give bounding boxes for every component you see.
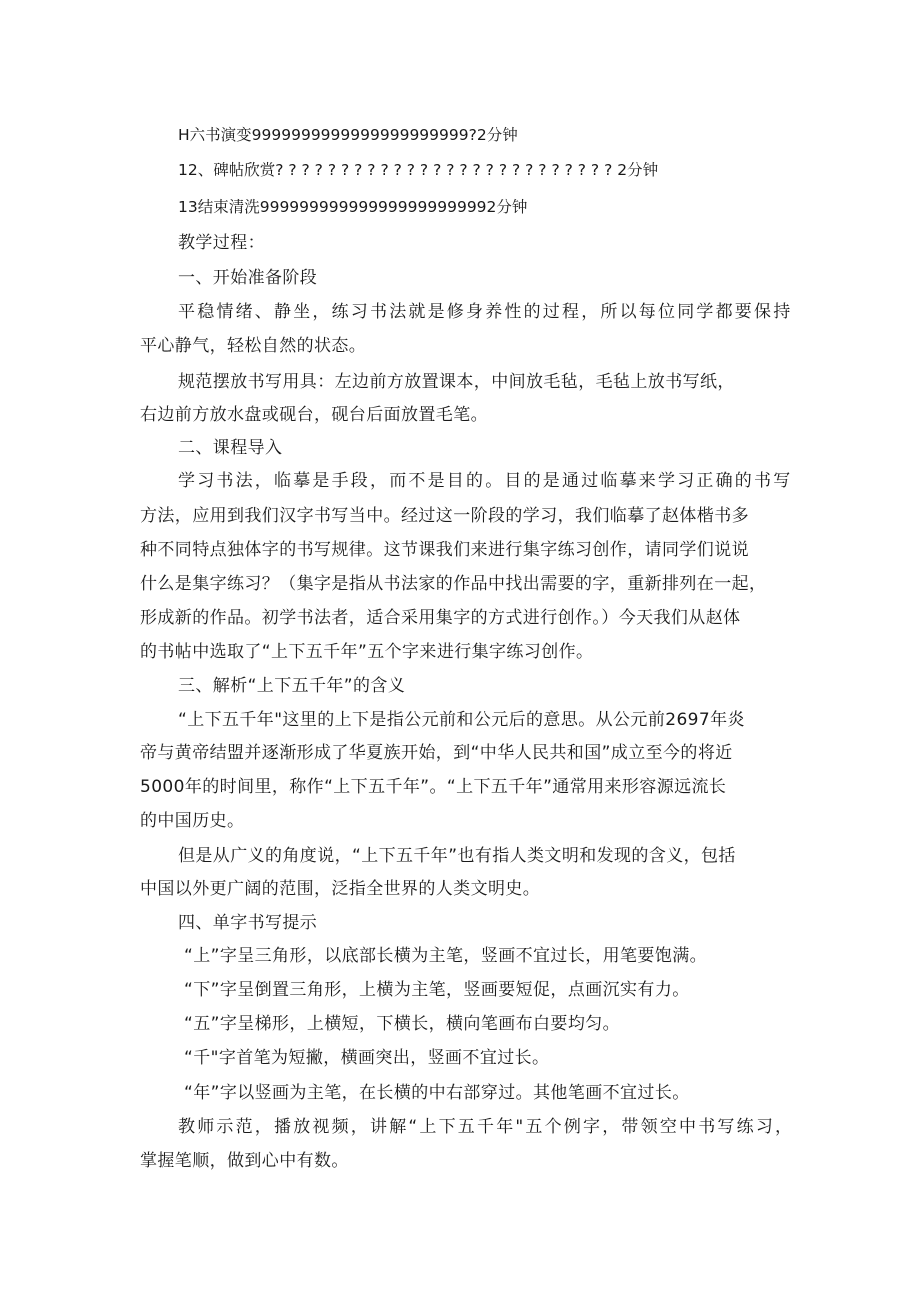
paragraph-line: 方法，应用到我们汉字书写当中。经过这一阶段的学习，我们临摹了赵体楷书多	[140, 506, 749, 526]
tip-line: “千"字首笔为短撇，横画突出，竖画不宜过长。	[184, 1048, 550, 1068]
section-heading: 四、单字书写提示	[178, 913, 318, 933]
paragraph-line: 平心静气，轻松自然的状态。	[140, 336, 367, 356]
paragraph-line: 什么是集字练习？（集字是指从书法家的作品中找出需要的字，重新排列在一起，	[140, 574, 767, 594]
paragraph-line: 种不同特点独体字的书写规律。这节课我们来进行集字练习创作，请同学们说说	[140, 540, 749, 560]
paragraph-line: 的中国历史。	[140, 811, 245, 831]
schedule-item-13: 13结束清洗999999999999999999999992分钟	[178, 198, 528, 216]
paragraph-line: “上下五千年"这里的上下是指公元前和公元后的意思。从公元前2697年炎	[178, 710, 745, 730]
paragraph-line: 右边前方放水盘或砚台，砚台后面放置毛笔。	[140, 405, 488, 425]
tip-line: “下”字呈倒置三角形，上横为主笔，竖画要短促，点画沉实有力。	[184, 980, 690, 1000]
paragraph-line: 形成新的作品。初学书法者，适合采用集字的方式进行创作。）今天我们从赵体	[140, 608, 741, 628]
paragraph-line: 平稳情绪、静坐，练习书法就是修身养性的过程，所以每位同学都要保持	[178, 302, 793, 322]
section-heading: 一、开始准备阶段	[178, 268, 318, 288]
tip-line: “年”字以竖画为主笔，在长横的中右部穿过。其他笔画不宜过长。	[184, 1083, 690, 1103]
section-heading: 二、课程导入	[178, 438, 283, 458]
process-label: 教学过程：	[178, 233, 265, 253]
paragraph-line: 5000年的时间里，称作“上下五千年”。“上下五千年”通常用来形容源远流长	[140, 777, 727, 797]
paragraph-line: 学习书法，临摹是手段，而不是目的。目的是通过临摹来学习正确的书写	[178, 471, 793, 491]
schedule-item-6: H六书演变9999999999999999999999?2分钟	[178, 126, 518, 144]
paragraph-line: 的书帖中选取了“上下五千年”五个字来进行集字练习创作。	[140, 642, 594, 662]
paragraph-line: 帝与黄帝结盟并逐渐形成了华夏族开始，到“中华人民共和国”成立至今的将近	[140, 743, 733, 763]
paragraph-line: 规范摆放书写用具：左边前方放置课本，中间放毛毡，毛毡上放书写纸，	[178, 372, 735, 392]
schedule-item-12: 12、碑帖欣赏? ? ? ? ? ? ? ? ? ? ? ? ? ? ? ? ? ? ? ? ? ? ? ? ? ? 2分钟	[178, 161, 659, 179]
section-heading: 三、解析“上下五千年”的含义	[178, 676, 406, 696]
paragraph-line: 掌握笔顺，做到心中有数。	[140, 1151, 349, 1171]
paragraph-line: 中国以外更广阔的范围，泛指全世界的人类文明史。	[140, 879, 541, 899]
paragraph-line: 教师示范，播放视频，讲解“上下五千年"五个例字，带领空中书写练习，	[178, 1117, 795, 1137]
tip-line: “上”字呈三角形，以底部长横为主笔，竖画不宜过长，用笔要饱满。	[184, 946, 708, 966]
tip-line: “五”字呈梯形，上横短，下横长，横向笔画布白要均匀。	[184, 1014, 621, 1034]
paragraph-line: 但是从广义的角度说，“上下五千年”也有指人类文明和发现的含义，包括	[178, 846, 736, 866]
